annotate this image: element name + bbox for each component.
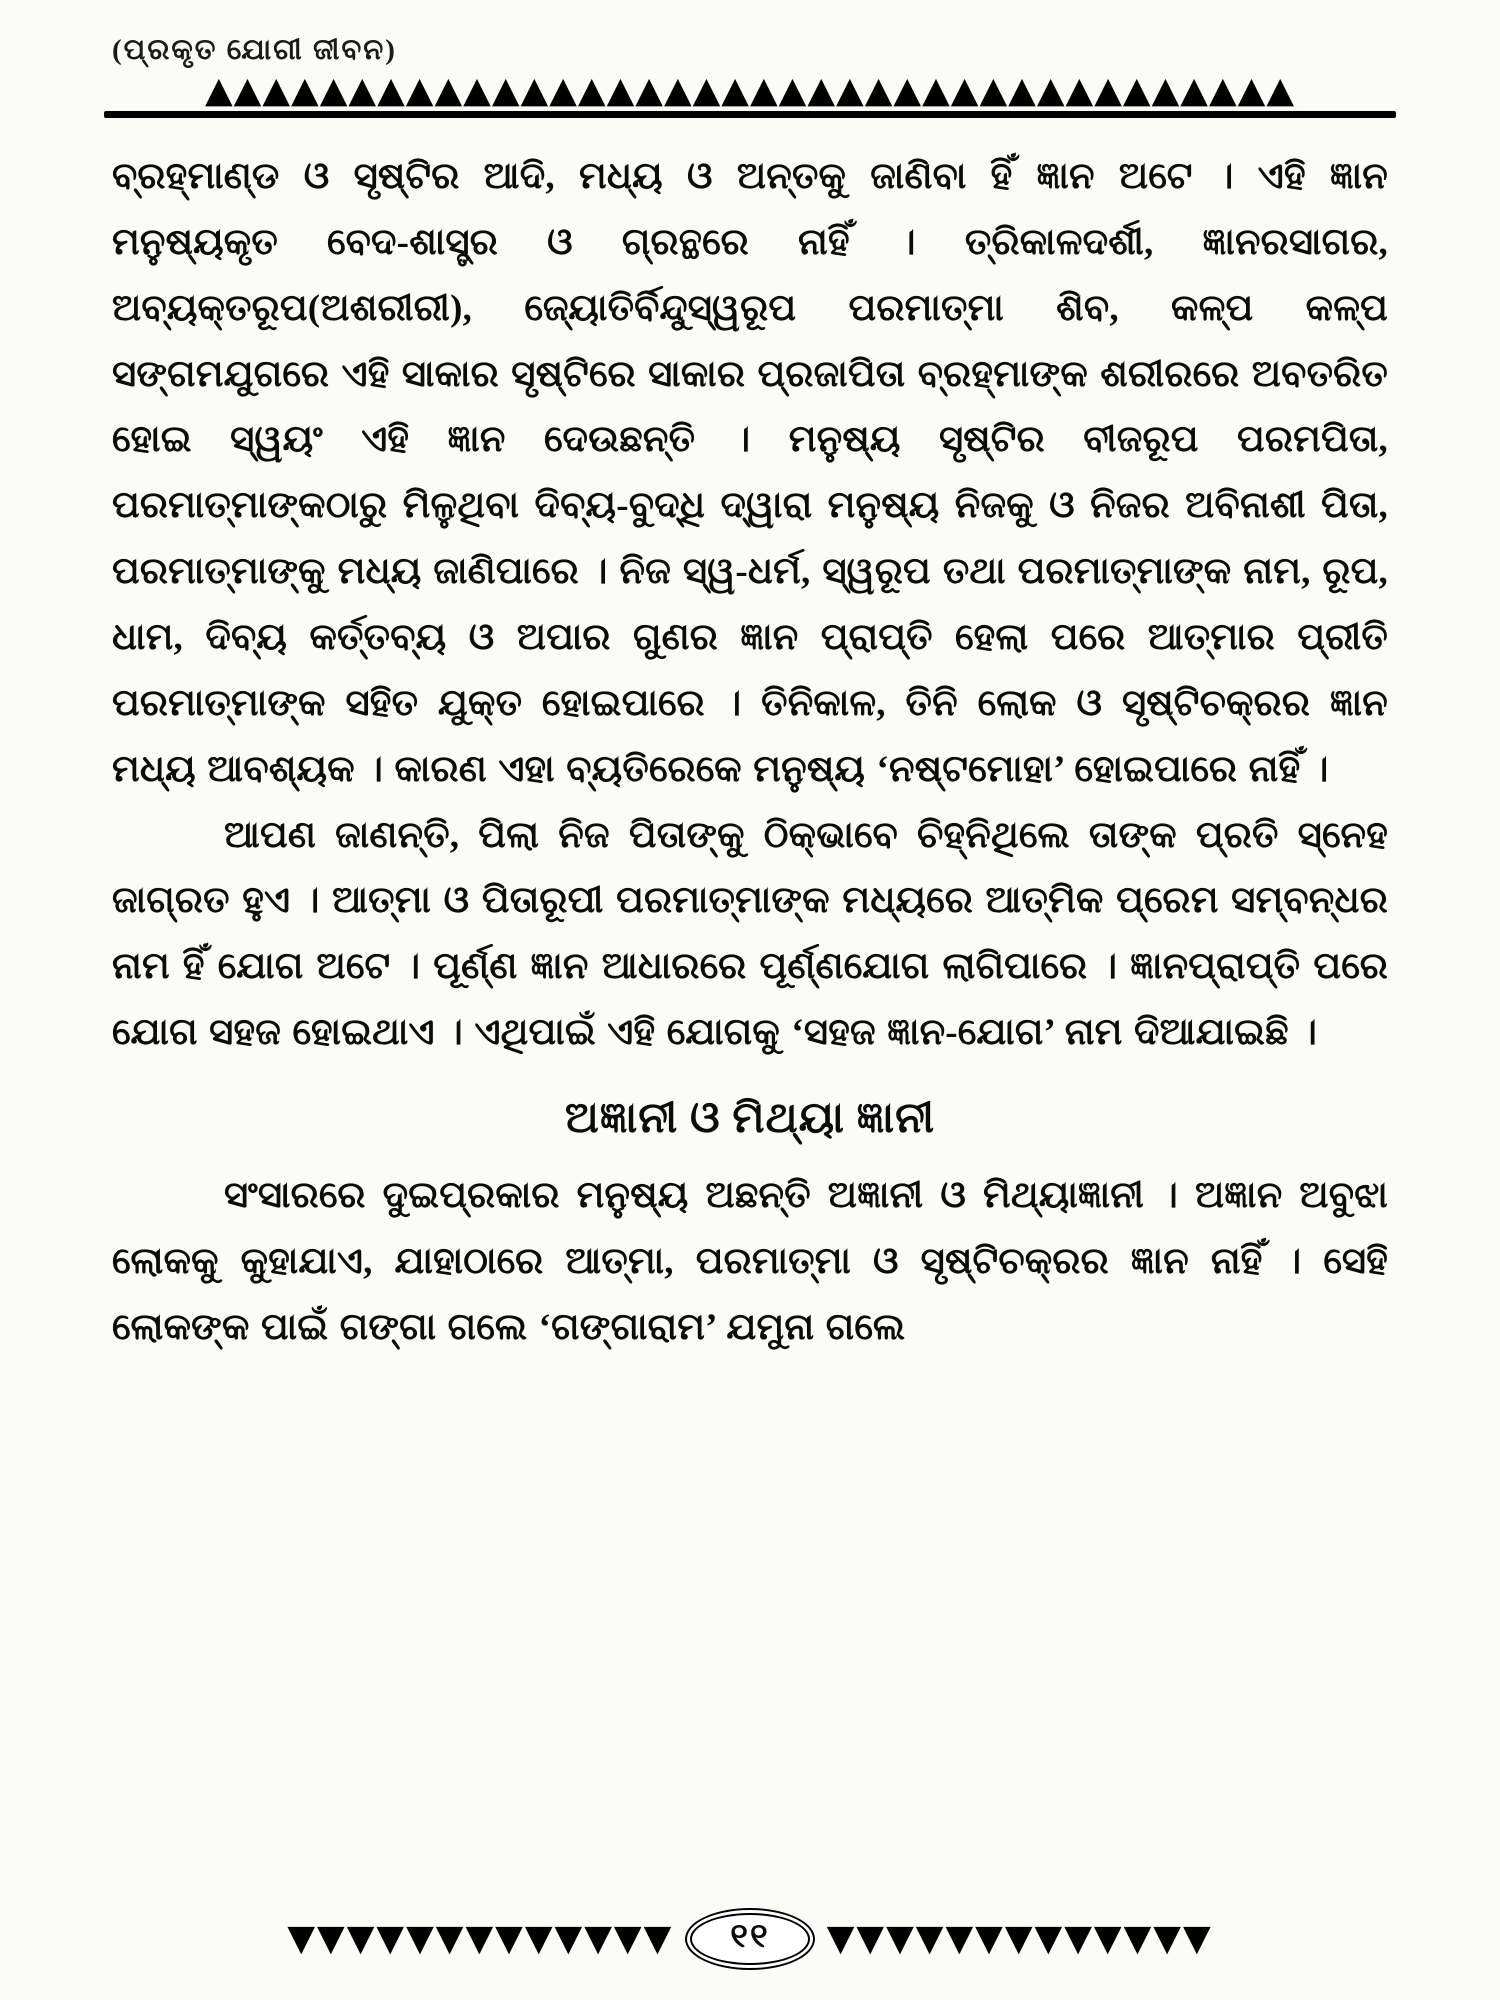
- book-title: (ପ୍ରକୃତ ଯୋଗୀ ଜୀବନ): [112, 34, 397, 66]
- triangle-up-border-icon: ▲▲▲▲▲▲▲▲▲▲▲▲▲▲▲▲▲▲▲▲▲▲▲▲▲▲▲▲▲▲▲▲▲▲▲▲▲▲: [204, 73, 1296, 109]
- paragraph: ଆପଣ ଜାଣନ୍ତି, ପିଲା ନିଜ ପିତାଙ୍କୁ ଠିକ୍‌ଭାବେ ଚିହ୍ନିଥିଲେ ତାଙ୍କ ପ୍ରତି ସ୍ନେହ ଜାଗ୍ରତ ହୁଏ । ଆତ୍ମା ଓ ପିତାରୂପୀ ପରମାତ୍ମାଙ୍କ ମଧ୍ୟରେ ଆତ୍ମିକ ପ୍ରେମ ସମ୍ବନ୍ଧର ନାମ ହିଁ ଯୋଗ ଅଟେ । ପୂର୍ଣ୍ଣ ଜ୍ଞାନ ଆଧାରରେ ପୂର୍ଣ୍ଣଯୋଗ ଲାଗିପାରେ । ଜ୍ଞାନପ୍ରାପ୍ତି ପରେ ଯୋଗ ସହଜ ହୋଇଥାଏ । ଏଥିପାଇଁ ଏହି ଯୋଗକୁ ‘ସହଜ ଜ୍ଞାନ-ଯୋଗ’ ନାମ ଦିଆଯାଇଛି ।: [112, 814, 1388, 1054]
- top-ornament: [104, 73, 1396, 118]
- page-header: [0, 0, 1500, 67]
- triangle-down-border-right-icon: ▼▼▼▼▼▼▼▼▼▼▼▼▼: [826, 1921, 1213, 1957]
- top-rule-divider: [104, 111, 1396, 118]
- page-body: [0, 118, 1500, 1908]
- page-footer: [0, 1908, 1500, 2000]
- page-number-oval: [685, 1908, 814, 1970]
- paragraph: ବ୍ରହ୍ମାଣ୍ଡ ଓ ସୃଷ୍ଟିର ଆଦି, ମଧ୍ୟ ଓ ଅନ୍ତକୁ ଜାଣିବା ହିଁ ଜ୍ଞାନ ଅଟେ । ଏହି ଜ୍ଞାନ ମନୁଷ୍ୟକୃତ ବେଦ-ଶାସ୍ତ୍ର ଓ ଗ୍ରନ୍ଥରେ ନାହିଁ । ତ୍ରିକାଳଦର୍ଶୀ, ଜ୍ଞାନରସାଗର, ଅବ୍ୟକ୍ତରୂପ(ଅଶରୀରୀ), ଜ୍ୟୋତିର୍ବିନ୍ଦୁସ୍ୱରୂପ ପରମାତ୍ମା ଶିବ, କଳ୍ପ କଳ୍ପ ସଙ୍ଗମଯୁଗରେ ଏହି ସାକାର ସୃଷ୍ଟିରେ ସାକାର ପ୍ରଜାପିତା ବ୍ରହ୍ମାଙ୍କ ଶରୀରରେ ଅବତରିତ ହୋଇ ସ୍ୱୟଂ ଏହି ଜ୍ଞାନ ଦେଉଛନ୍ତି । ମନୁଷ୍ୟ ସୃଷ୍ଟିର ବୀଜରୂପ ପରମପିତା, ପରମାତ୍ମାଙ୍କଠାରୁ ମିଳୁଥିବା ଦିବ୍ୟ-ବୁଦ୍ଧି ଦ୍ୱାରା ମନୁଷ୍ୟ ନିଜକୁ ଓ ନିଜର ଅବିନାଶୀ ପିତା, ପରମାତ୍ମାଙ୍କୁ ମଧ୍ୟ ଜାଣିପାରେ । ନିଜ ସ୍ୱ-ଧର୍ମ, ସ୍ୱରୂପ ତଥା ପରମାତ୍ମାଙ୍କ ନାମ, ରୂପ, ଧାମ, ଦିବ୍ୟ କର୍ତ୍ତବ୍ୟ ଓ ଅପାର ଗୁଣର ଜ୍ଞାନ ପ୍ରାପ୍ତି ହେଲା ପରେ ଆତ୍ମାର ପ୍ରୀତି ପରମାତ୍ମାଙ୍କ ସହିତ ଯୁକ୍ତ ହୋଇପାରେ । ତିନିକାଳ, ତିନି ଲୋକ ଓ ସୃଷ୍ଟିଚକ୍ରର ଜ୍ଞାନ ମଧ୍ୟ ଆବଶ୍ୟକ । କାରଣ ଏହା ବ୍ୟତିରେକେ ମନୁଷ୍ୟ ‘ନଷ୍ଟମୋହା’ ହୋଇପାରେ ନାହିଁ ।: [112, 156, 1388, 790]
- paragraph: ସଂସାରରେ ଦୁଇପ୍ରକାର ମନୁଷ୍ୟ ଅଛନ୍ତି ଅଜ୍ଞାନୀ ଓ ମିଥ୍ୟାଜ୍ଞାନୀ । ଅଜ୍ଞାନ ଅବୁଝା ଲୋକକୁ କୁହାଯାଏ, ଯାହାଠାରେ ଆତ୍ମା, ପରମାତ୍ମା ଓ ସୃଷ୍ଟିଚକ୍ରର ଜ୍ଞାନ ନାହିଁ । ସେହି ଲୋକଙ୍କ ପାଇଁ ଗଙ୍ଗା ଗଲେ ‘ଗଙ୍ଗାରାମ’ ଯମୁନା ଗଲେ: [112, 1175, 1388, 1348]
- section-heading: ଅଜ୍ଞାନୀ ଓ ମିଥ୍ୟା ଜ୍ଞାନୀ: [564, 1095, 936, 1143]
- triangle-down-border-left-icon: ▼▼▼▼▼▼▼▼▼▼▼▼▼: [287, 1921, 674, 1957]
- page-number: ୧୧: [730, 1918, 770, 1955]
